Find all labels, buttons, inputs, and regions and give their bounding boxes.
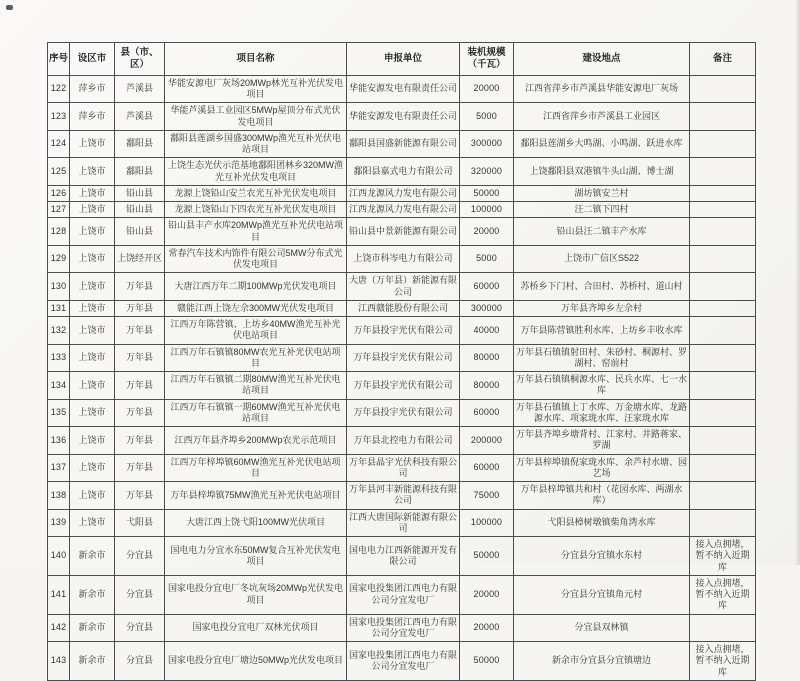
cell-serial-number: 129 <box>48 245 70 273</box>
cell-remark <box>690 482 756 510</box>
cell-remark <box>690 273 756 301</box>
column-header-county: 县（市、区） <box>115 43 165 76</box>
table-row <box>48 185 756 201</box>
cell-remark <box>690 245 756 273</box>
cell-project-name: 江西万年梓埠镇60MW渔光互补光伏电站项目 <box>165 454 347 482</box>
cell-city: 上饶市 <box>70 482 115 510</box>
cell-project-name: 华能安源电厂灰场20MWp林光互补光伏发电项目 <box>165 75 347 103</box>
cell-construction-location: 万年县石镇镇射田村、朱砂村、桐源村、罗湖村、窑前村 <box>514 344 690 372</box>
table-row <box>48 300 756 316</box>
cell-city: 新余市 <box>70 642 115 681</box>
cell-serial-number: 126 <box>48 185 70 201</box>
cell-project-name: 龙源上饶铅山安兰农光互补光伏发电项目 <box>165 185 347 201</box>
cell-applicant-unit: 万年县河丰新能源科技有限公司 <box>347 482 460 510</box>
cell-applicant-unit: 万年县投宇光伏有限公司 <box>347 344 460 372</box>
cell-applicant-unit: 大唐（万年县）新能源有限公司 <box>347 273 460 301</box>
cell-city: 上饶市 <box>70 344 115 372</box>
cell-applicant-unit: 华能安源发电有限责任公司 <box>347 75 460 103</box>
cell-construction-location: 汪二镇下四村 <box>514 202 690 218</box>
cell-project-name: 鄱阳县莲湖乡国盛300MWp渔光互补光伏电站项目 <box>165 130 347 158</box>
cell-serial-number: 133 <box>48 344 70 372</box>
cell-capacity-kw: 60000 <box>460 399 514 427</box>
cell-capacity-kw: 100000 <box>460 509 514 537</box>
cell-construction-location: 分宜县双林镇 <box>514 614 690 642</box>
cell-capacity-kw: 60000 <box>460 454 514 482</box>
cell-serial-number: 143 <box>48 642 70 681</box>
table-row <box>48 642 756 681</box>
cell-project-name: 国家电投分宜电厂双林光伏项目 <box>165 614 347 642</box>
cell-capacity-kw: 20000 <box>460 575 514 614</box>
cell-county: 上饶经开区 <box>115 245 165 273</box>
cell-remark <box>690 399 756 427</box>
cell-remark <box>690 344 756 372</box>
cell-city: 上饶市 <box>70 399 115 427</box>
cell-serial-number: 125 <box>48 158 70 186</box>
table-row <box>48 317 756 345</box>
cell-city: 萍乡市 <box>70 75 115 103</box>
cell-county: 弋阳县 <box>115 509 165 537</box>
cell-applicant-unit: 华能安源发电有限责任公司 <box>347 103 460 131</box>
cell-city: 上饶市 <box>70 158 115 186</box>
cell-serial-number: 127 <box>48 202 70 218</box>
cell-capacity-kw: 300000 <box>460 300 514 316</box>
table-row <box>48 537 756 576</box>
cell-remark <box>690 202 756 218</box>
cell-capacity-kw: 20000 <box>460 75 514 103</box>
column-header-city: 设区市 <box>70 43 115 76</box>
cell-project-name: 江西万年县齐埠乡200MWp农光示范项目 <box>165 427 347 455</box>
cell-project-name: 江西万年陈营镇、上坊乡40MW渔光互补光伏电站项目 <box>165 317 347 345</box>
cell-remark: 接入点拥堵，暂不纳入近期库 <box>690 575 756 614</box>
cell-project-name: 赣能江西上饶左佘300MW光伏发电项目 <box>165 300 347 316</box>
cell-applicant-unit: 江西龙源风力发电有限公司 <box>347 202 460 218</box>
cell-county: 分宜县 <box>115 614 165 642</box>
cell-county: 铅山县 <box>115 202 165 218</box>
table-body <box>48 75 756 680</box>
cell-city: 上饶市 <box>70 300 115 316</box>
project-table <box>47 42 756 681</box>
cell-city: 上饶市 <box>70 185 115 201</box>
table-row <box>48 344 756 372</box>
cell-construction-location: 万年县齐埠乡左佘村 <box>514 300 690 316</box>
cell-remark <box>690 158 756 186</box>
scan-artifact <box>6 5 13 10</box>
cell-construction-location: 江西省萍乡市芦溪县工业园区 <box>514 103 690 131</box>
table-row <box>48 202 756 218</box>
table-row <box>48 614 756 642</box>
cell-construction-location: 铅山县汪二镇丰产水库 <box>514 218 690 246</box>
cell-county: 万年县 <box>115 427 165 455</box>
cell-construction-location: 鄱阳县莲湖乡大鸣湖、小鸣湖、跃进水库 <box>514 130 690 158</box>
table-row <box>48 482 756 510</box>
cell-capacity-kw: 80000 <box>460 372 514 400</box>
cell-project-name: 万年县梓埠镇75MW渔光互补光伏电站项目 <box>165 482 347 510</box>
table-row <box>48 273 756 301</box>
cell-serial-number: 122 <box>48 75 70 103</box>
cell-construction-location: 弋阳县樟树墩镇柴角湾水库 <box>514 509 690 537</box>
cell-serial-number: 124 <box>48 130 70 158</box>
cell-construction-location: 湖坊镇安兰村 <box>514 185 690 201</box>
table-row <box>48 399 756 427</box>
cell-city: 上饶市 <box>70 218 115 246</box>
cell-applicant-unit: 国家电投集团江西电力有限公司分宜发电厂 <box>347 614 460 642</box>
cell-remark <box>690 372 756 400</box>
table-row <box>48 130 756 158</box>
cell-project-name: 上饶生态光伏示范基地鄱阳团林乡320MW渔光互补光伏发电项目 <box>165 158 347 186</box>
table-row <box>48 454 756 482</box>
cell-project-name: 大唐江西万年二期100MWp光伏发电项目 <box>165 273 347 301</box>
cell-applicant-unit: 上饶市科岑电力有限公司 <box>347 245 460 273</box>
table-row <box>48 509 756 537</box>
cell-serial-number: 136 <box>48 427 70 455</box>
cell-city: 上饶市 <box>70 427 115 455</box>
table-row <box>48 103 756 131</box>
cell-construction-location: 上饶市广信区S522 <box>514 245 690 273</box>
cell-capacity-kw: 20000 <box>460 218 514 246</box>
cell-county: 分宜县 <box>115 642 165 681</box>
cell-applicant-unit: 万年县投宇光伏有限公司 <box>347 372 460 400</box>
cell-remark <box>690 103 756 131</box>
cell-county: 万年县 <box>115 273 165 301</box>
cell-capacity-kw: 50000 <box>460 537 514 576</box>
cell-capacity-kw: 5000 <box>460 245 514 273</box>
cell-capacity-kw: 300000 <box>460 130 514 158</box>
cell-project-name: 龙源上饶铅山下四农光互补光伏发电项目 <box>165 202 347 218</box>
cell-construction-location: 万年县石镇镇上丁水库、万金塘水库、龙路源水库、项家珑水库、汪家珑水库 <box>514 399 690 427</box>
cell-applicant-unit: 江西龙源风力发电有限公司 <box>347 185 460 201</box>
table-header-row <box>48 43 756 76</box>
cell-serial-number: 135 <box>48 399 70 427</box>
cell-applicant-unit: 国家电投集团江西电力有限公司分宜发电厂 <box>347 575 460 614</box>
table-row <box>48 158 756 186</box>
cell-remark <box>690 509 756 537</box>
cell-project-name: 江西万年石镇镇一期60MW渔光互补光伏电站项目 <box>165 399 347 427</box>
cell-remark <box>690 218 756 246</box>
cell-capacity-kw: 200000 <box>460 427 514 455</box>
cell-applicant-unit: 万年县投宇光伏有限公司 <box>347 399 460 427</box>
cell-serial-number: 138 <box>48 482 70 510</box>
scan-edge-shadow <box>795 0 800 565</box>
table-row <box>48 75 756 103</box>
cell-county: 万年县 <box>115 344 165 372</box>
cell-applicant-unit: 江西大唐国际新能源有限公司 <box>347 509 460 537</box>
cell-serial-number: 131 <box>48 300 70 316</box>
cell-city: 新余市 <box>70 614 115 642</box>
cell-serial-number: 132 <box>48 317 70 345</box>
cell-project-name: 华能芦溪县工业园区5MWp屋顶分布式光伏发电项目 <box>165 103 347 131</box>
cell-county: 万年县 <box>115 482 165 510</box>
cell-capacity-kw: 5000 <box>460 103 514 131</box>
cell-serial-number: 140 <box>48 537 70 576</box>
cell-applicant-unit: 鄱阳县嘉式电力有限公司 <box>347 158 460 186</box>
column-header-remark: 备注 <box>690 43 756 76</box>
cell-capacity-kw: 60000 <box>460 273 514 301</box>
cell-capacity-kw: 20000 <box>460 614 514 642</box>
cell-serial-number: 130 <box>48 273 70 301</box>
cell-capacity-kw: 100000 <box>460 202 514 218</box>
cell-remark <box>690 454 756 482</box>
cell-construction-location: 上饶鄱阳县双港镇牛头山湖、博士湖 <box>514 158 690 186</box>
cell-capacity-kw: 75000 <box>460 482 514 510</box>
cell-construction-location: 苏桥乡下门村、合田村、苏桥村、道山村 <box>514 273 690 301</box>
cell-project-name: 大唐江西上饶弋阳100MW光伏项目 <box>165 509 347 537</box>
cell-construction-location: 分宜县分宜镇角元村 <box>514 575 690 614</box>
cell-applicant-unit: 铅山县中景新能源有限公司 <box>347 218 460 246</box>
cell-project-name: 国家电投分宜电厂冬坑灰场20MWp光伏发电项目 <box>165 575 347 614</box>
cell-city: 新余市 <box>70 575 115 614</box>
cell-capacity-kw: 320000 <box>460 158 514 186</box>
column-header-location: 建设地点 <box>514 43 690 76</box>
table-row <box>48 245 756 273</box>
cell-construction-location: 万年县陈营镇胜利水库、上坊乡丰收水库 <box>514 317 690 345</box>
cell-remark <box>690 185 756 201</box>
cell-construction-location: 万年县石镇镇桐源水库、民兵水库、七一水库 <box>514 372 690 400</box>
cell-applicant-unit: 万年县投宇光伏有限公司 <box>347 317 460 345</box>
cell-project-name: 国电电力分宜水东50MW复合互补光伏发电项目 <box>165 537 347 576</box>
cell-applicant-unit: 国家电投集团江西电力有限公司分宜发电厂 <box>347 642 460 681</box>
column-header-no: 序号 <box>48 43 70 76</box>
cell-capacity-kw: 50000 <box>460 185 514 201</box>
cell-construction-location: 分宜县分宜镇水东村 <box>514 537 690 576</box>
cell-construction-location: 万年县梓埠镇倪家珑水库、余芦村水塘、园艺场 <box>514 454 690 482</box>
column-header-unit: 申报单位 <box>347 43 460 76</box>
cell-remark <box>690 614 756 642</box>
cell-remark <box>690 75 756 103</box>
cell-city: 上饶市 <box>70 509 115 537</box>
cell-construction-location: 万年县梓埠镇共和村（花园水库、两湖水库） <box>514 482 690 510</box>
cell-remark <box>690 300 756 316</box>
cell-applicant-unit: 鄱阳县国盛新能源有限公司 <box>347 130 460 158</box>
column-header-project: 项目名称 <box>165 43 347 76</box>
cell-remark <box>690 427 756 455</box>
cell-city: 上饶市 <box>70 245 115 273</box>
cell-county: 芦溪县 <box>115 75 165 103</box>
cell-construction-location: 万年县齐埠乡塘背村、江家村、井路蒋家、罗湖 <box>514 427 690 455</box>
cell-project-name: 铅山县丰产水库20MWp渔光互补光伏电站项目 <box>165 218 347 246</box>
table-row <box>48 575 756 614</box>
cell-city: 上饶市 <box>70 372 115 400</box>
cell-applicant-unit: 国电电力江西新能源开发有限公司 <box>347 537 460 576</box>
cell-serial-number: 141 <box>48 575 70 614</box>
cell-applicant-unit: 万年县晶宇光伏科技有限公司 <box>347 454 460 482</box>
cell-capacity-kw: 50000 <box>460 642 514 681</box>
cell-county: 鄱阳县 <box>115 158 165 186</box>
cell-capacity-kw: 40000 <box>460 317 514 345</box>
cell-county: 鄱阳县 <box>115 130 165 158</box>
table-row <box>48 427 756 455</box>
cell-county: 分宜县 <box>115 537 165 576</box>
cell-serial-number: 139 <box>48 509 70 537</box>
cell-capacity-kw: 80000 <box>460 344 514 372</box>
cell-serial-number: 142 <box>48 614 70 642</box>
cell-city: 上饶市 <box>70 130 115 158</box>
cell-county: 万年县 <box>115 454 165 482</box>
cell-county: 铅山县 <box>115 185 165 201</box>
cell-serial-number: 134 <box>48 372 70 400</box>
cell-city: 新余市 <box>70 537 115 576</box>
table-row <box>48 218 756 246</box>
cell-construction-location: 江西省萍乡市芦溪县华能安源电厂灰场 <box>514 75 690 103</box>
cell-construction-location: 新余市分宜县分宜镇塘边 <box>514 642 690 681</box>
cell-city: 上饶市 <box>70 202 115 218</box>
cell-county: 万年县 <box>115 372 165 400</box>
cell-project-name: 江西万年石镇镇80MW农光互补光伏电站项目 <box>165 344 347 372</box>
cell-city: 上饶市 <box>70 273 115 301</box>
cell-serial-number: 123 <box>48 103 70 131</box>
cell-county: 万年县 <box>115 399 165 427</box>
cell-project-name: 江西万年石镇镇二期80MW渔光互补光伏电站项目 <box>165 372 347 400</box>
cell-county: 芦溪县 <box>115 103 165 131</box>
cell-remark: 接入点拥堵，暂不纳入近期库 <box>690 642 756 681</box>
cell-applicant-unit: 万年县北控电力有限公司 <box>347 427 460 455</box>
cell-serial-number: 137 <box>48 454 70 482</box>
cell-county: 分宜县 <box>115 575 165 614</box>
cell-city: 上饶市 <box>70 454 115 482</box>
cell-county: 铅山县 <box>115 218 165 246</box>
cell-remark <box>690 317 756 345</box>
cell-remark: 接入点拥堵，暂不纳入近期库 <box>690 537 756 576</box>
column-header-capacity: 装机规模（千瓦） <box>460 43 514 76</box>
cell-applicant-unit: 江西赣能股份有限公司 <box>347 300 460 316</box>
cell-remark <box>690 130 756 158</box>
cell-project-name: 国家电投分宜电厂塘边50MWp光伏发电项目 <box>165 642 347 681</box>
cell-project-name: 常春汽车技术内饰件有限公司5MW分布式光伏发电项目 <box>165 245 347 273</box>
cell-city: 萍乡市 <box>70 103 115 131</box>
cell-city: 上饶市 <box>70 317 115 345</box>
cell-serial-number: 128 <box>48 218 70 246</box>
cell-county: 万年县 <box>115 317 165 345</box>
cell-county: 万年县 <box>115 300 165 316</box>
table-row <box>48 372 756 400</box>
